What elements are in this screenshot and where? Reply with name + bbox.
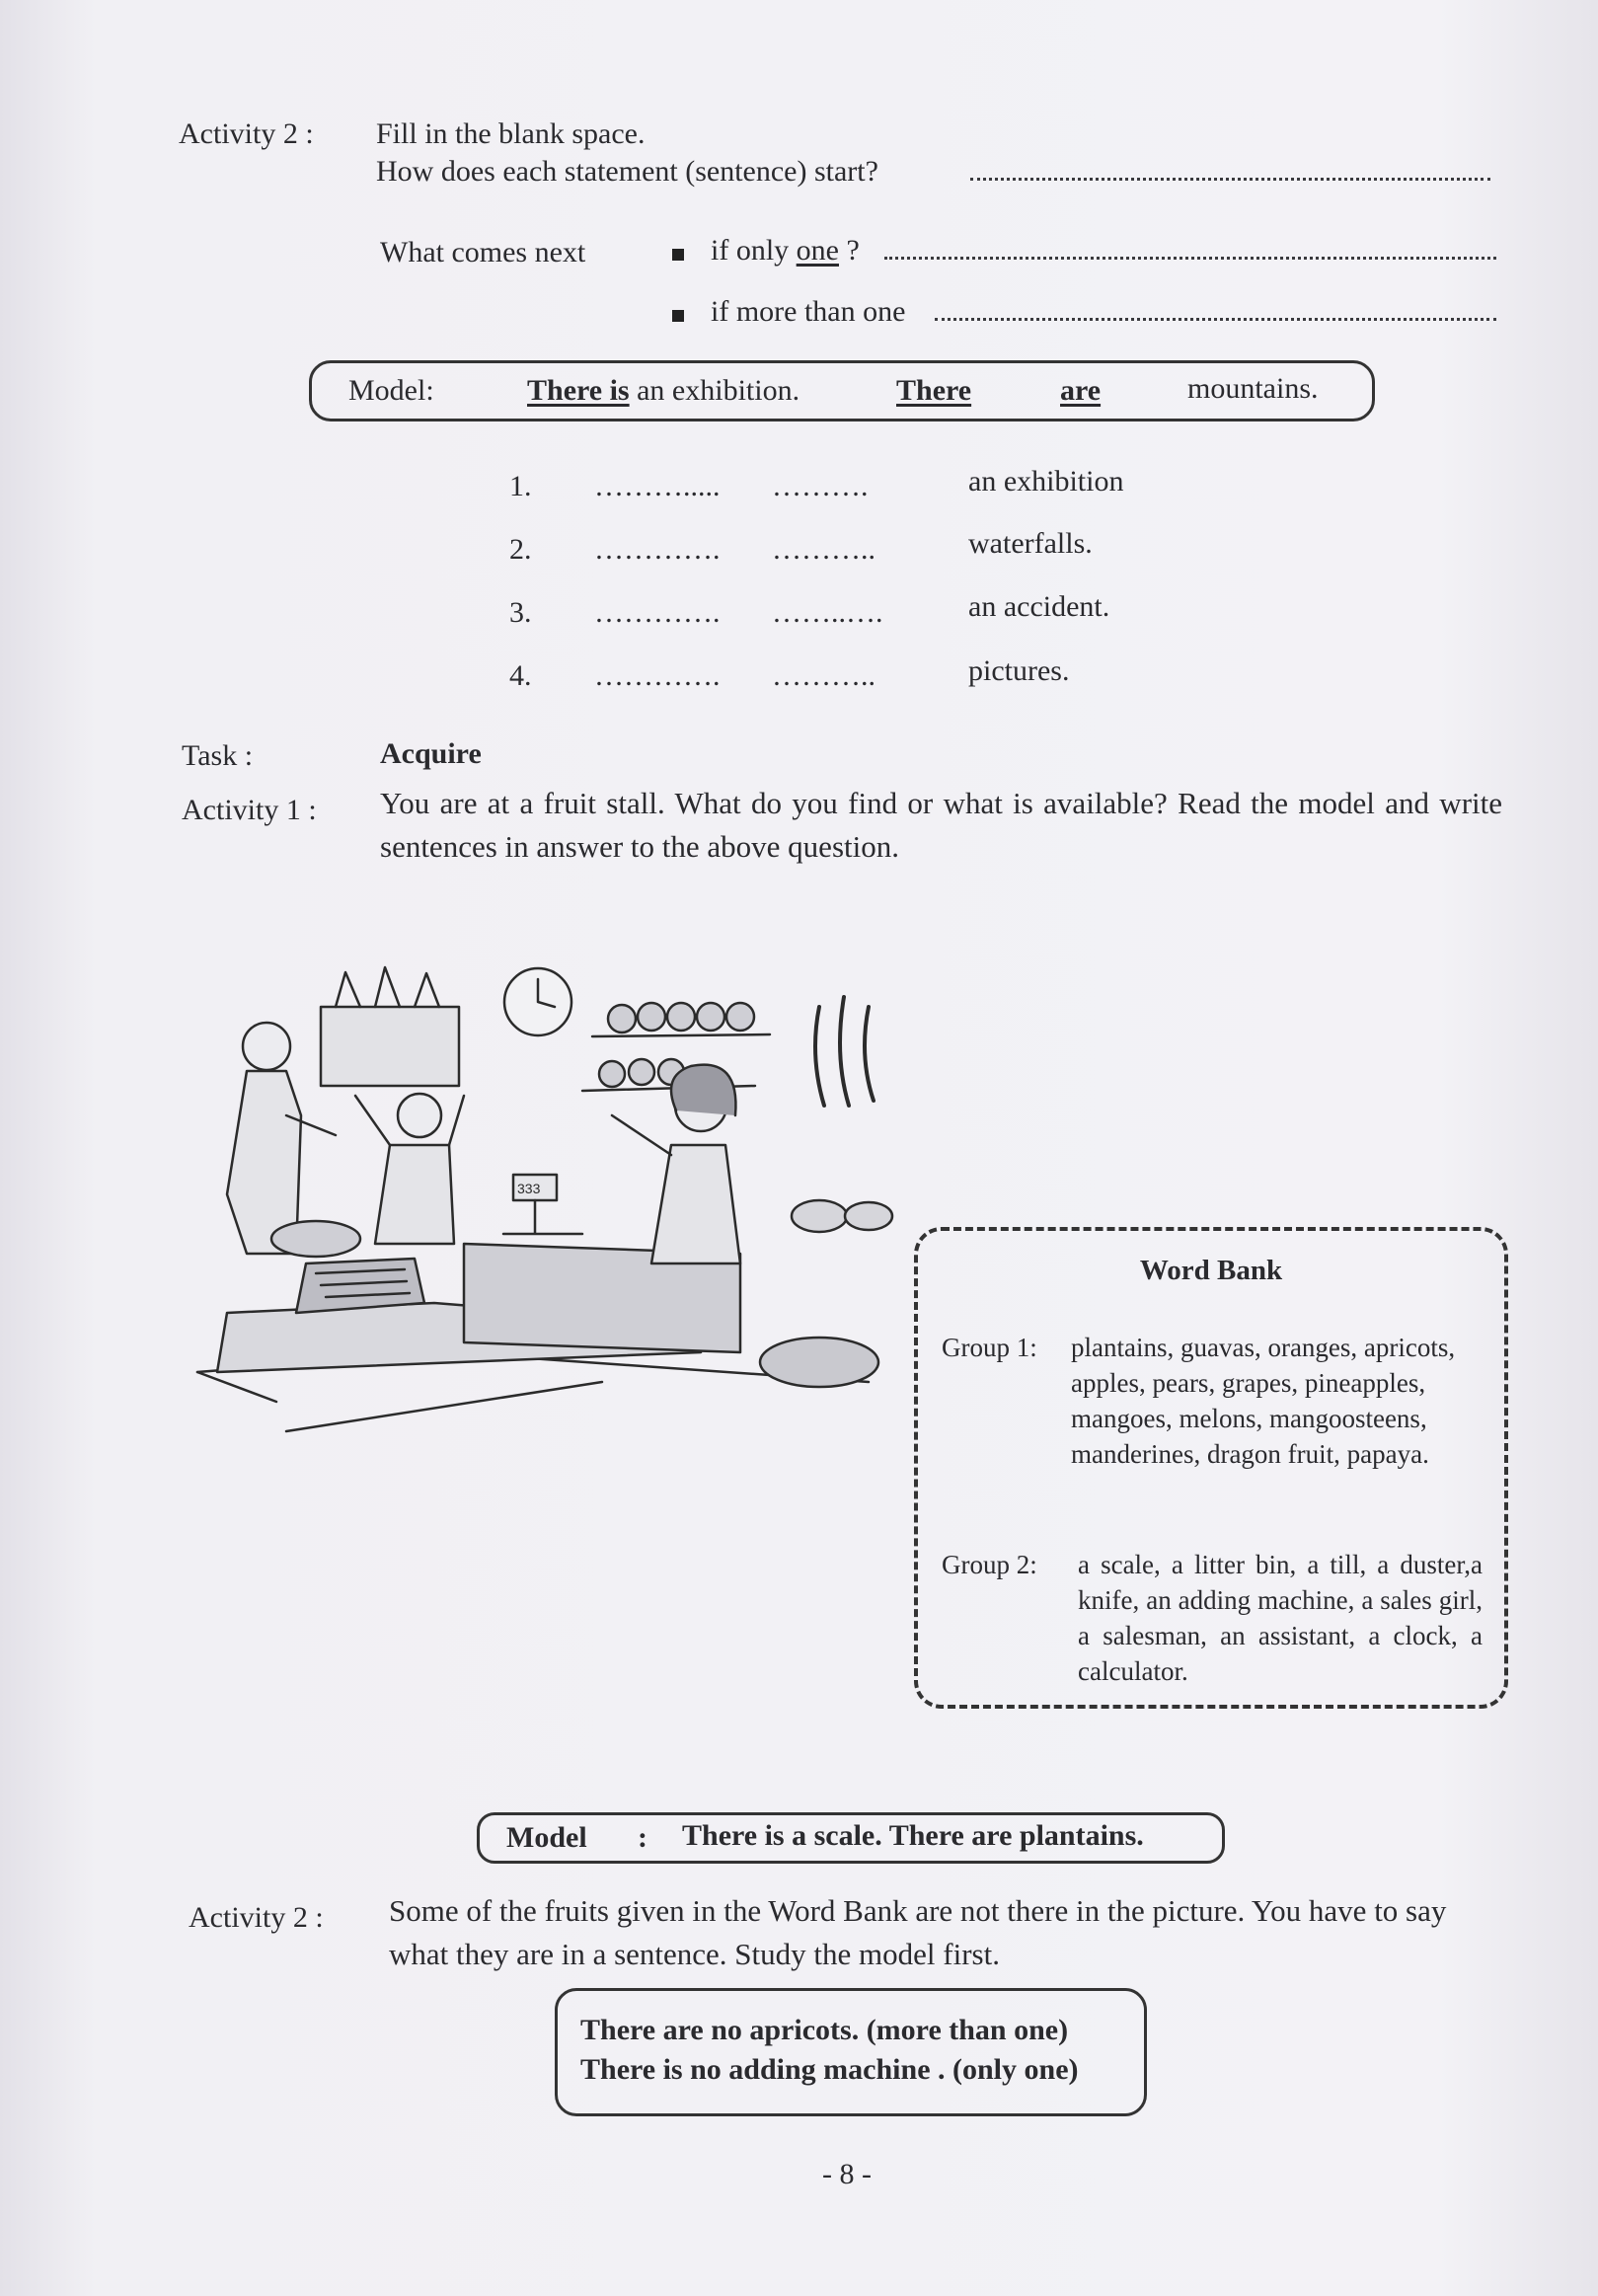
- exercise-blank[interactable]: ………..: [772, 659, 875, 692]
- exercise-text: pictures.: [968, 654, 1070, 687]
- bullet-icon: [672, 310, 684, 322]
- exercise-blank[interactable]: ………..: [772, 533, 875, 566]
- exercise-blank[interactable]: ……….....: [594, 470, 721, 502]
- exercise-text: an exhibition: [968, 465, 1124, 497]
- exercise-blank[interactable]: ……….: [772, 470, 869, 502]
- exercise-number: 2.: [509, 533, 532, 566]
- exercise-number: 4.: [509, 659, 532, 692]
- task-label: Task :: [182, 739, 254, 772]
- assistant-figure: [355, 1094, 464, 1244]
- model2-text: There is a scale. There are plantains.: [682, 1819, 1144, 1852]
- sales-girl-figure: [612, 1065, 740, 1263]
- group2-text: a scale, a litter bin, a till, a duster,a knife, an adding machine, a sales girl, a salesman, an assistant, a clock, a calculator.: [1078, 1550, 1483, 1686]
- model-label: Model:: [348, 374, 434, 407]
- word-bank-title: Word Bank: [1139, 1255, 1283, 1286]
- word-bank-group1: [942, 1330, 1483, 1472]
- task-value: Acquire: [380, 737, 482, 770]
- word-bank-group2: [942, 1547, 1483, 1689]
- exercise-blank[interactable]: ………….: [594, 533, 721, 566]
- model3-line2: There is no adding machine . (only one): [580, 2053, 1079, 2086]
- scale-readout: 333: [517, 1181, 541, 1196]
- exercise-text: waterfalls.: [968, 527, 1093, 560]
- exercise-number: 1.: [509, 470, 532, 502]
- exercise-text: an accident.: [968, 590, 1110, 623]
- model3-box: [555, 1988, 1147, 2116]
- activity2-instruction: Fill in the blank space.: [376, 117, 646, 150]
- answer-line-one[interactable]: [884, 257, 1496, 260]
- question-start: How does each statement (sentence) start?: [376, 155, 878, 188]
- model2-box: [477, 1812, 1225, 1864]
- if-only-one-label: if only one ?: [711, 234, 860, 267]
- word-bank: [914, 1227, 1508, 1709]
- exercise-number: 3.: [509, 596, 532, 629]
- model-sentence-one: There is an exhibition.: [527, 374, 800, 407]
- group1-text: plantains, guavas, oranges, apricots, apples, pears, grapes, pineapples, mangoes, melons, mangoosteens, manderines, dragon fruit, papaya.: [1071, 1333, 1456, 1469]
- activity1-label: Activity 1 :: [182, 794, 317, 826]
- salesman-figure: [227, 1023, 336, 1254]
- fruit-box-icon: [321, 1007, 459, 1086]
- group2-label: Group 2:: [942, 1550, 1037, 1579]
- answer-line-start[interactable]: [970, 178, 1490, 181]
- what-next-label: What comes next: [380, 236, 586, 268]
- exercise-blank[interactable]: ………….: [594, 596, 721, 629]
- fruit-stall-illustration: [188, 938, 908, 1451]
- activity2-label: Activity 2 :: [179, 117, 314, 150]
- exercise-blank[interactable]: ………….: [594, 659, 721, 692]
- page-number: - 8 -: [822, 2158, 872, 2190]
- model-mountains: mountains.: [1187, 372, 1319, 405]
- model-box: [309, 360, 1375, 421]
- activity2b-text: Some of the fruits given in the Word Bank are not there in the picture. You have to say what they are in a sentence. Study the model first.: [389, 1893, 1447, 1971]
- model2-colon: :: [638, 1821, 647, 1854]
- exercise-blank[interactable]: ……..….: [772, 596, 883, 629]
- activity1-text: You are at a fruit stall. What do you find or what is available? Read the model and write sentences in answer to the above question.: [380, 786, 1502, 864]
- model3-line1: There are no apricots. (more than one): [580, 2014, 1069, 2046]
- model-are: are: [1060, 374, 1102, 407]
- group1-label: Group 1:: [942, 1333, 1037, 1362]
- if-more-label: if more than one: [711, 295, 906, 328]
- model2-label: Model: [506, 1821, 587, 1854]
- cash-register-icon: [296, 1259, 424, 1313]
- bullet-icon: [672, 249, 684, 261]
- activity2b-label: Activity 2 :: [189, 1901, 324, 1934]
- model-there: There: [896, 374, 972, 407]
- bananas-icon: [815, 997, 874, 1106]
- answer-line-more[interactable]: [935, 318, 1496, 321]
